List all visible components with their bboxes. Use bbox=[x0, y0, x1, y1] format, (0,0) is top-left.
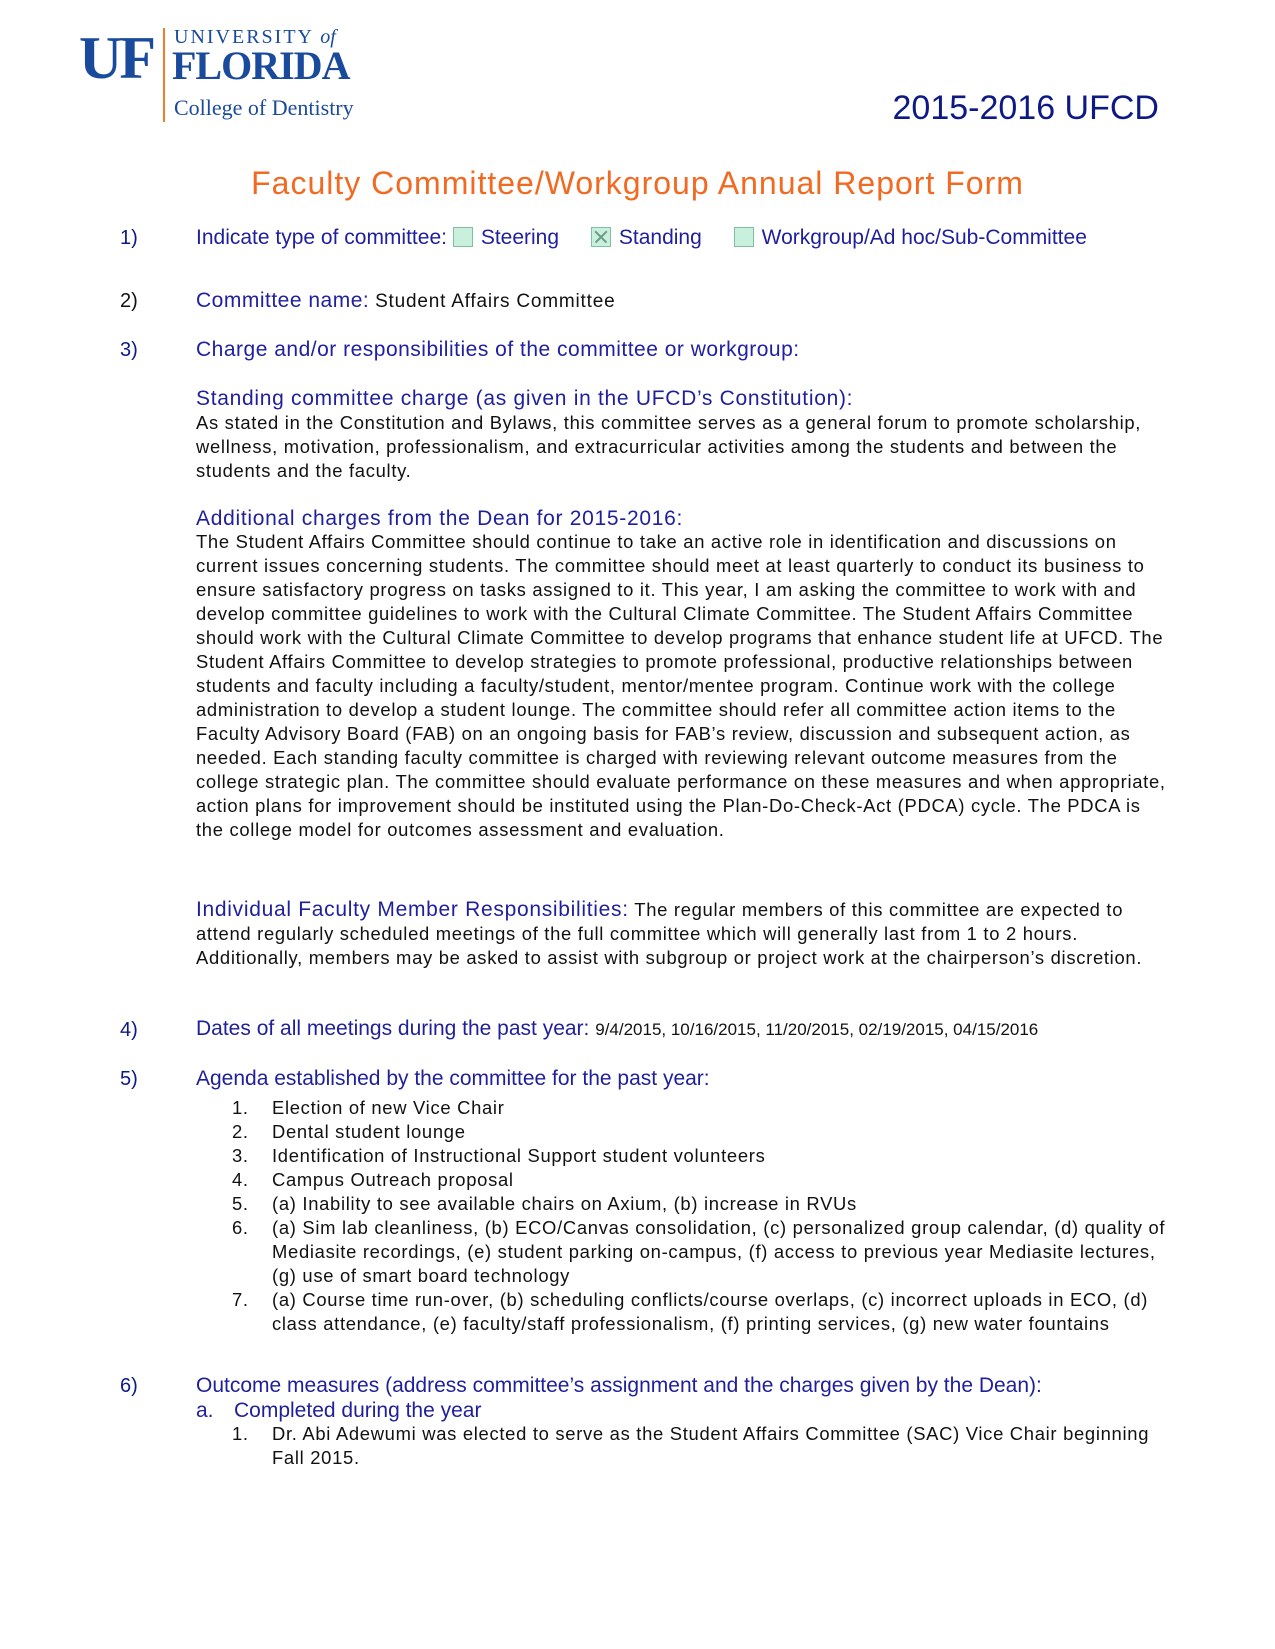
agenda-list bbox=[232, 1096, 1172, 1336]
checkbox-workgroup-label: Workgroup/Ad hoc/Sub-Committee bbox=[761, 226, 1087, 249]
checkbox-standing[interactable] bbox=[591, 227, 611, 247]
uf-college-of-dentistry-logo bbox=[79, 26, 389, 126]
list-item: 1. Dr. Abi Adewumi was elected to serve as the Student Affairs Committee (SAC) Vice Chair beginning Fall 2015. bbox=[232, 1423, 1150, 1468]
additional-charges-text: The Student Affairs Committee should continue to take an active role in identification and discussions on current issues concerning students. The committee should meet at least quarterly to conduct its business to ensure satisfactory progress on tasks assigned to it. This year, I am asking the committee to work with and develop committee guidelines to work with the Cultural Climate Committee. The Student Affairs Committee should work with the Cultural Climate Committee to develop programs that enhance student life at UFCD. The Student Affairs Committee to develop strategies to promote professional, productive relationships between students and faculty including a faculty/student, mentor/mentee program. Continue work with the college administration to develop a student lounge. The committee should refer all committee action items to the Faculty Advisory Board (FAB) on an ongoing basis for FAB’s review, discussion and subsequent action, as needed. Each standing faculty committee is charged with reviewing relevant outcome measures from the college strategic plan. The committee should evaluate performance on these measures and when appropriate, action plans for improvement should be instituted using the Plan-Do-Check-Act (PDCA) cycle. The PDCA is the college model for outcomes assessment and evaluation. bbox=[196, 531, 1166, 840]
q3-number: 3) bbox=[120, 339, 138, 361]
q5-number: 5) bbox=[120, 1068, 138, 1090]
individual-responsibilities-heading: Individual Faculty Member Responsibilities: bbox=[196, 898, 629, 921]
q2-committee-name bbox=[196, 288, 615, 315]
q5-label: Agenda established by the committee for the past year: bbox=[196, 1067, 710, 1090]
checkbox-standing-label: Standing bbox=[618, 226, 702, 249]
logo-divider bbox=[163, 28, 165, 122]
list-item: 7. (a) Course time run-over, (b) scheduling conflicts/course overlaps, (c) incorrect uploads in ECO, (d) class attendance, (e) faculty/staff professionalism, (f) printing services, (g) new water fountains bbox=[232, 1289, 1149, 1334]
list-item: 2. Dental student lounge bbox=[232, 1121, 466, 1142]
logo-uf-mark: UF bbox=[79, 25, 153, 91]
standing-charge-text: As stated in the Constitution and Bylaws, this committee serves as a general forum to promote scholarship, wellness, motivation, professionalism, and extracurricular activities among the students and between the students and the faculty. bbox=[196, 412, 1142, 481]
q1-label: Indicate type of committee: bbox=[196, 226, 447, 249]
meeting-dates-value: 9/4/2015, 10/16/2015, 11/20/2015, 02/19/2015, 04/15/2016 bbox=[595, 1020, 1039, 1039]
year-title: 2015-2016 UFCD bbox=[892, 89, 1159, 127]
checkbox-workgroup[interactable] bbox=[734, 227, 754, 247]
q6-number: 6) bbox=[120, 1375, 138, 1397]
q1-number: 1) bbox=[120, 227, 138, 249]
logo-university-of: UNIVERSITY of bbox=[174, 26, 336, 48]
logo-florida: FLORIDA bbox=[172, 43, 350, 88]
list-item: 4. Campus Outreach proposal bbox=[232, 1169, 514, 1190]
q2-number: 2) bbox=[120, 290, 138, 312]
additional-charges-heading: Additional charges from the Dean for 2015-2016: bbox=[196, 507, 684, 530]
list-item: 5. (a) Inability to see available chairs on Axium, (b) increase in RVUs bbox=[232, 1193, 857, 1214]
form-title: Faculty Committee/Workgroup Annual Report Form bbox=[251, 165, 1024, 201]
individual-responsibilities bbox=[196, 898, 1168, 970]
q1-committee-type bbox=[196, 225, 1087, 251]
q6-label: Outcome measures (address committee’s assignment and the charges given by the Dean): bbox=[196, 1374, 1042, 1397]
q4-meeting-dates bbox=[196, 1016, 1038, 1043]
list-item: 6. (a) Sim lab cleanliness, (b) ECO/Canvas consolidation, (c) personalized group calendar, (d) quality of Mediasite recordings, (e) student parking on-campus, (f) access to previous year Mediasite lectures, (g) use of smart board technology bbox=[232, 1217, 1166, 1286]
standing-charge-heading: Standing committee charge (as given in the UFCD’s Constitution): bbox=[196, 387, 854, 410]
committee-name-value: Student Affairs Committee bbox=[375, 291, 616, 312]
q4-number: 4) bbox=[120, 1019, 138, 1041]
outcomes-completed-list bbox=[232, 1422, 1172, 1470]
logo-college-of-dentistry: College of Dentistry bbox=[174, 95, 354, 120]
q3-label: Charge and/or responsibilities of the committee or workgroup: bbox=[196, 338, 800, 361]
checkbox-steering[interactable] bbox=[453, 227, 473, 247]
q2-label: Committee name: bbox=[196, 289, 370, 312]
list-item: 1. Election of new Vice Chair bbox=[232, 1097, 505, 1118]
completed-during-year-heading: a. Completed during the year bbox=[196, 1399, 482, 1422]
list-item: 3. Identification of Instructional Support student volunteers bbox=[232, 1145, 766, 1166]
checkbox-steering-label: Steering bbox=[480, 226, 560, 249]
q4-label: Dates of all meetings during the past year: bbox=[196, 1017, 590, 1040]
individual-responsibilities-text: The regular members of this committee are expected to attend regularly scheduled meetings of the full committee which will generally last from 1 to 2 hours. Additionally, members may be asked to assist with subgroup or project work at the chairperson’s discretion. bbox=[196, 899, 1143, 968]
